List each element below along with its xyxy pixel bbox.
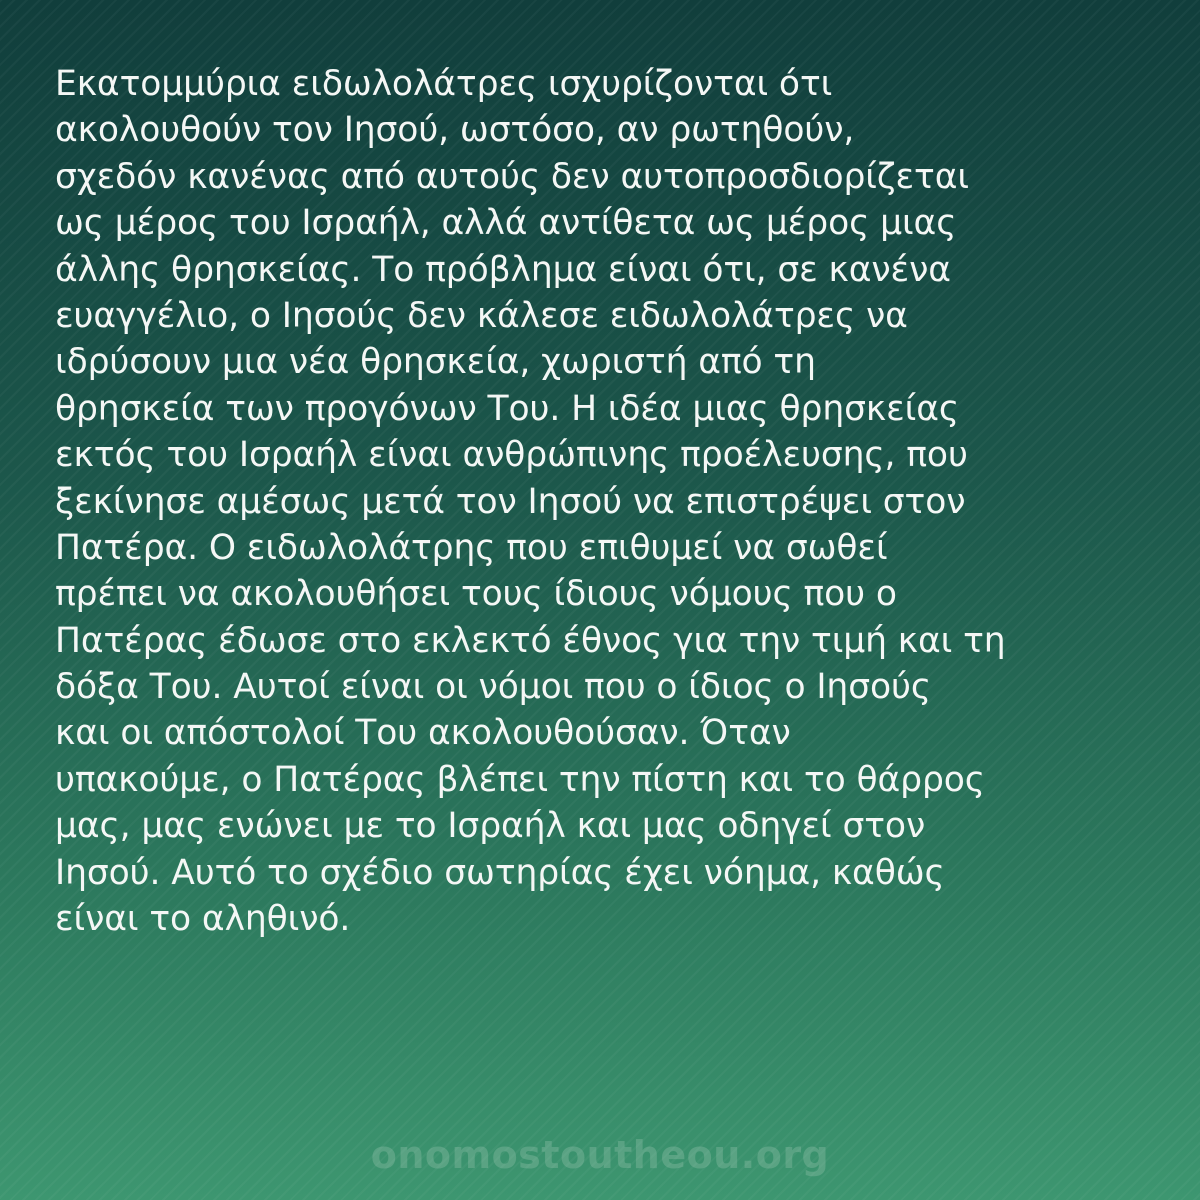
quote-line: σχεδόν κανένας από αυτούς δεν αυτοπροσδιορίζεται xyxy=(55,156,969,197)
quote-line: και οι απόστολοί Του ακολουθούσαν. Όταν xyxy=(55,713,791,754)
quote-line: Πατέρας έδωσε στο εκλεκτό έθνος για την τιμή και τη xyxy=(55,620,1006,661)
quote-line: θρησκεία των προγόνων Του. Η ιδέα μιας θρησκείας xyxy=(55,388,959,429)
quote-line: Ιησού. Αυτό το σχέδιο σωτηρίας έχει νόημα, καθώς xyxy=(55,852,945,893)
quote-line: Εκατομμύρια ειδωλολάτρες ισχυρίζονται ότι xyxy=(55,64,833,104)
quote-line: μας, μας ενώνει με το Ισραήλ και μας οδηγεί στον xyxy=(55,806,926,847)
quote-line: ως μέρος του Ισραήλ, αλλά αντίθετα ως μέρος μιας xyxy=(55,203,957,244)
quote-line: ευαγγέλιο, ο Ιησούς δεν κάλεσε ειδωλολάτρες να xyxy=(55,295,908,336)
quote-line: ιδρύσουν μια νέα θρησκεία, χωριστή από τη xyxy=(55,342,816,383)
quote-text xyxy=(55,61,1155,942)
quote-line: Πατέρα. Ο ειδωλολάτρης που επιθυμεί να σωθεί xyxy=(55,527,888,568)
quote-line: άλλης θρησκείας. Το πρόβλημα είναι ότι, σε κανένα xyxy=(55,249,951,290)
quote-line: πρέπει να ακολουθήσει τους ίδιους νόμους που ο xyxy=(55,574,897,615)
quote-line: δόξα Του. Αυτοί είναι οι νόμοι που ο ίδιος ο Ιησούς xyxy=(55,667,931,708)
quote-line: εκτός του Ισραήλ είναι ανθρώπινης προέλευσης, που xyxy=(55,435,968,476)
quote-line: υπακούμε, ο Πατέρας βλέπει την πίστη και το θάρρος xyxy=(55,759,985,800)
quote-line: ξεκίνησε αμέσως μετά τον Ιησού να επιστρέψει στον xyxy=(55,481,966,522)
quote-line: ακολουθούν τον Ιησού, ωστόσο, αν ρωτηθούν, xyxy=(55,110,855,151)
site-watermark: onomostoutheou.org xyxy=(370,1133,830,1177)
quote-line: είναι το αληθινό. xyxy=(55,899,351,940)
